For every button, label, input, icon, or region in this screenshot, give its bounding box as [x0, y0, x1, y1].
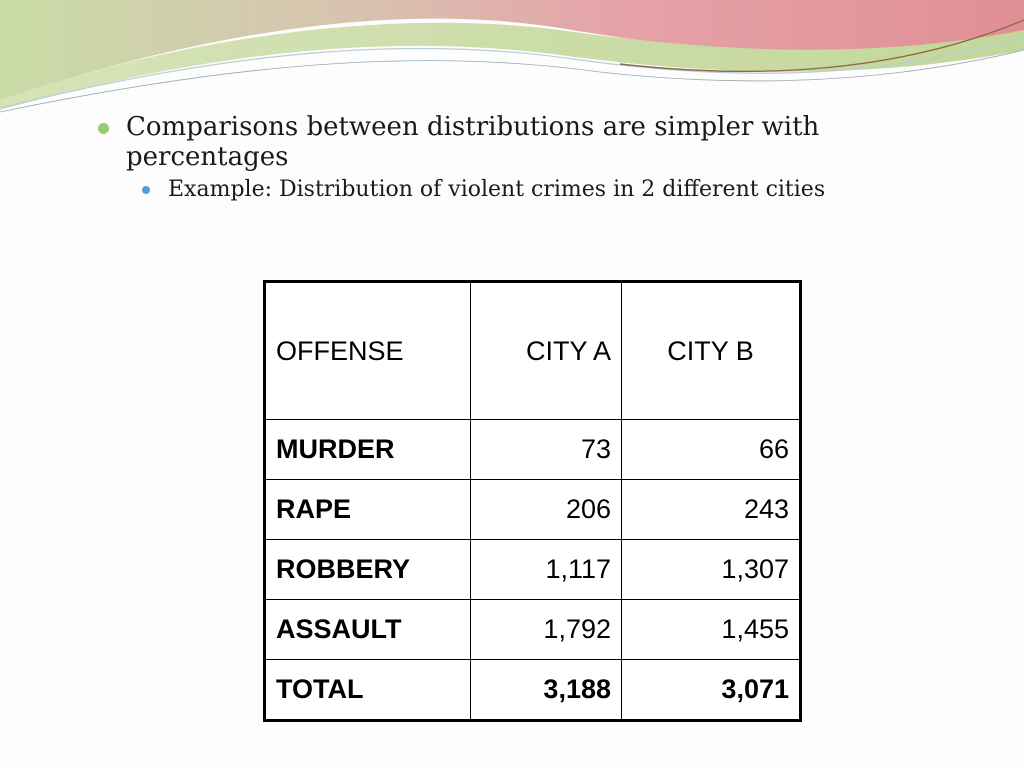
total-city-a-cell: 3,188 — [471, 660, 622, 721]
table-header-row — [265, 282, 801, 420]
city-b-cell: 66 — [622, 420, 801, 480]
table-row — [265, 600, 801, 660]
table-row — [265, 480, 801, 540]
city-b-cell: 1,455 — [622, 600, 801, 660]
header-city-a: CITY A — [471, 282, 622, 420]
bullet-dot-icon — [98, 123, 109, 134]
table-row — [265, 540, 801, 600]
city-b-cell: 1,307 — [622, 540, 801, 600]
table-total-row — [265, 660, 801, 721]
sub-bullet-item — [140, 176, 976, 204]
sub-bullet-text: Example: Distribution of violent crimes in 2 different cities — [168, 177, 826, 202]
bullet-text: Comparisons between distributions are simpler with percentages — [126, 112, 820, 172]
total-city-b-cell: 3,071 — [622, 660, 801, 721]
city-b-cell: 243 — [622, 480, 801, 540]
header-wave-decoration — [0, 0, 1024, 130]
total-label-cell: TOTAL — [265, 660, 471, 721]
offense-cell: ROBBERY — [265, 540, 471, 600]
bullet-list — [96, 112, 976, 204]
city-a-cell: 1,117 — [471, 540, 622, 600]
header-city-b: CITY B — [622, 282, 801, 420]
header-offense: OFFENSE — [265, 282, 471, 420]
city-a-cell: 1,792 — [471, 600, 622, 660]
offense-cell: ASSAULT — [265, 600, 471, 660]
crime-table-container — [263, 280, 802, 722]
city-a-cell: 73 — [471, 420, 622, 480]
city-a-cell: 206 — [471, 480, 622, 540]
sub-bullet-dot-icon — [142, 186, 150, 194]
table-row — [265, 420, 801, 480]
bullet-item — [96, 112, 976, 172]
offense-cell: MURDER — [265, 420, 471, 480]
crime-table — [263, 280, 802, 722]
offense-cell: RAPE — [265, 480, 471, 540]
